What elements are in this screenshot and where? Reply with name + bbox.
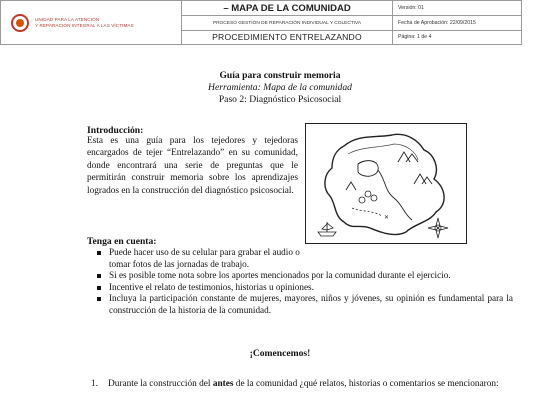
process-name: PROCESO GESTIÓN DE REPARACIÓN INDIVIDUAL Y COLECTIVA [182,16,393,30]
approval-date: Fecha de Aprobación: 22/09/2015 [393,16,522,30]
question-text-after: de la comunidad ¿qué relatos, historias o comentarios se mencionaron: [233,379,499,389]
logo-text [35,17,134,28]
question-text-before: Durante la construcción del [108,379,213,389]
treasure-map-illustration [306,124,466,243]
intro-heading: Introducción: [87,125,144,136]
notes-list [96,247,513,316]
intro-text: Esta es una guía para los tejedores y tejedoras encargados de tejer “Entrelazando” en su comunidad, donde encontrará una serie de preguntas que le permitirán construir memoria sobre los aprendizajes logrados en la construcción del diagnóstico psicosocial. [87,136,298,196]
logo-line-2: Y REPARACIÓN INTEGRAL A LAS VÍCTIMAS [35,22,134,28]
community-map-image [305,123,467,244]
question-1 [91,378,510,390]
list-item: Incluya la participación constante de mujeres, mayores, niños y jóvenes, su opinión es fundamental para la construcción de la historia de la comunidad. [96,293,513,316]
document-header [0,0,522,45]
procedure-name: PROCEDIMIENTO ENTRELAZANDO [182,30,393,44]
svg-text:✕: ✕ [384,214,390,221]
guide-step: Paso 2: Diagnóstico Psicosocial [218,94,342,105]
guide-title: Guía para construir memoria [219,70,341,81]
logo-cell [1,1,182,45]
unidad-victimas-logo-icon [11,14,29,32]
guide-tool: Herramienta: Mapa de la comunidad [208,82,352,93]
start-heading: ¡Comencemos! [249,348,311,359]
logo-line-1: UNIDAD PARA LA ATENCIÓN [35,17,100,22]
notes-heading: Tenga en cuenta: [87,236,157,247]
question-emphasis: antes [212,379,234,389]
list-item: Incentive el relato de testimonios, historias u opiniones. [96,282,513,294]
doc-title: – MAPA DE LA COMUNIDAD [182,1,393,16]
list-item: Puede hacer uso de su celular para grabar el audio o tomar fotos de las jornadas de trabajo. [96,247,309,270]
question-number: 1. [91,379,98,389]
version-label: Versión: 01 [393,1,522,16]
page-number: Página: 1 de 4 [393,30,522,44]
list-item: Si es posible tome nota sobre los aportes mencionados por la comunidad durante el ejercicio. [96,270,513,282]
